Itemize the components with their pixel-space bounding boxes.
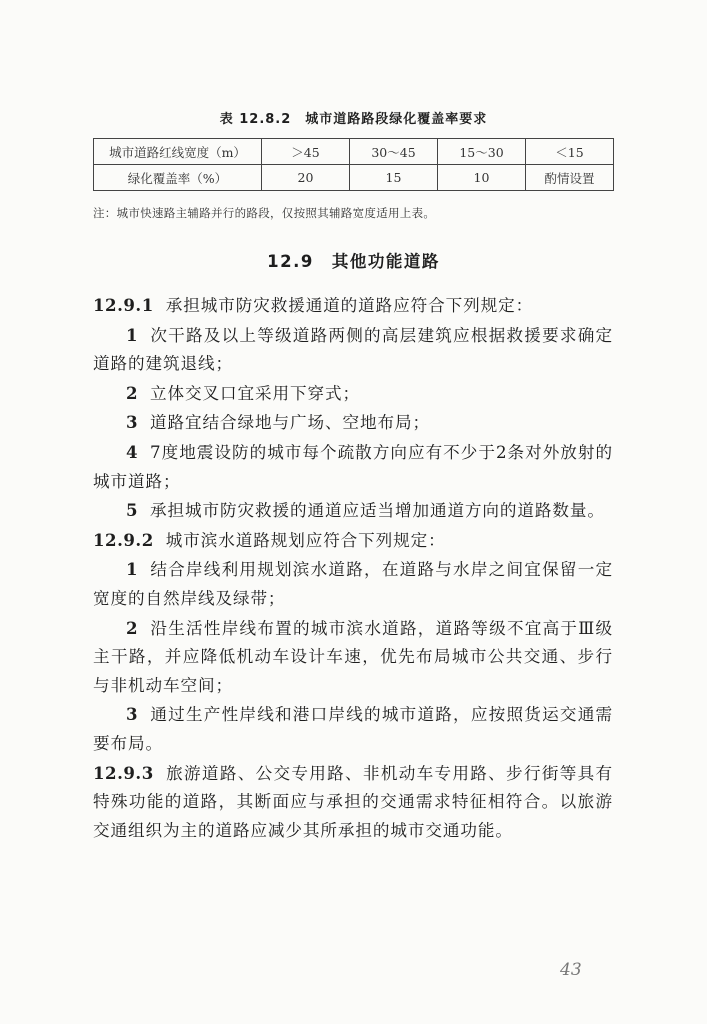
clause-number: 12.9.2 [93, 529, 154, 550]
body-text [93, 291, 613, 845]
clause-text: 旅游道路、公交专用路、非机动车专用路、步行街等具有特殊功能的道路，其断面应与承担的交通需求特征相符合。以旅游交通组织为主的道路应减少其所承担的城市交通功能。 [93, 763, 613, 840]
item-number: 1 [126, 324, 139, 345]
item-number: 3 [126, 704, 139, 725]
item-number: 2 [126, 382, 139, 403]
table-cell: 15 [350, 165, 438, 191]
section-title: 12.9 其他功能道路 [267, 252, 440, 271]
item-number: 2 [126, 617, 139, 638]
table-cell: 20 [262, 165, 350, 191]
table-note: 注：城市快速路主辅路并行的路段，仅按照其辅路宽度适用上表。 [93, 206, 436, 220]
table-caption: 表 12.8.2 城市道路路段绿化覆盖率要求 [219, 112, 488, 127]
clause-12-9-3 [93, 759, 613, 846]
table-row [94, 139, 614, 165]
item-text: 沿生活性岸线布置的城市滨水道路，道路等级不宜高于Ⅲ级主干路，并应降低机动车设计车速，优先布局城市公共交通、步行与非机动车空间； [93, 618, 613, 695]
clause-12-9-2 [93, 526, 613, 556]
list-item [93, 700, 613, 758]
table-cell: 城市道路红线宽度（m） [94, 139, 262, 165]
item-text: 承担城市防灾救援的通道应适当增加通道方向的道路数量。 [150, 501, 605, 521]
clause-text: 城市滨水道路规划应符合下列规定： [165, 530, 446, 550]
item-text: 结合岸线利用规划滨水道路，在道路与水岸之间宜保留一定宽度的自然岸线及绿带； [93, 560, 613, 608]
clause-12-9-1 [93, 291, 613, 321]
item-text: 道路宜结合绿地与广场、空地布局； [150, 413, 430, 433]
table-cell: 30～45 [350, 139, 438, 165]
item-text: 次干路及以上等级道路两侧的高层建筑应根据救援要求确定道路的建筑退线； [93, 325, 613, 374]
item-number: 3 [126, 412, 139, 433]
list-item [93, 379, 613, 409]
item-number: 1 [126, 559, 139, 580]
list-item [93, 321, 613, 379]
table-cell: ＜15 [526, 139, 614, 165]
table-cell: 15～30 [438, 139, 526, 165]
list-item [93, 408, 613, 438]
table-cell: 10 [438, 165, 526, 191]
clause-text: 承担城市防灾救援通道的道路应符合下列规定： [165, 296, 534, 315]
item-text: 立体交叉口宜采用下穿式； [150, 383, 360, 403]
item-text: 通过生产性岸线和港口岸线的城市道路，应按照货运交通需要布局。 [93, 705, 613, 753]
item-number: 5 [126, 500, 139, 521]
item-text: 7度地震设防的城市每个疏散方向应有不少于2条对外放射的城市道路； [93, 442, 613, 491]
greening-coverage-table [93, 138, 614, 191]
list-item [93, 555, 613, 613]
clause-number: 12.9.3 [93, 762, 154, 783]
table-cell: ＞45 [262, 139, 350, 165]
list-item [93, 438, 613, 496]
list-item [93, 614, 613, 701]
clause-number: 12.9.1 [93, 295, 154, 315]
item-number: 4 [126, 441, 139, 462]
table-row [94, 165, 614, 191]
table-cell: 绿化覆盖率（%） [94, 165, 262, 191]
table-cell: 酌情设置 [526, 165, 614, 191]
list-item [93, 496, 613, 526]
page-number: 43 [560, 960, 582, 980]
